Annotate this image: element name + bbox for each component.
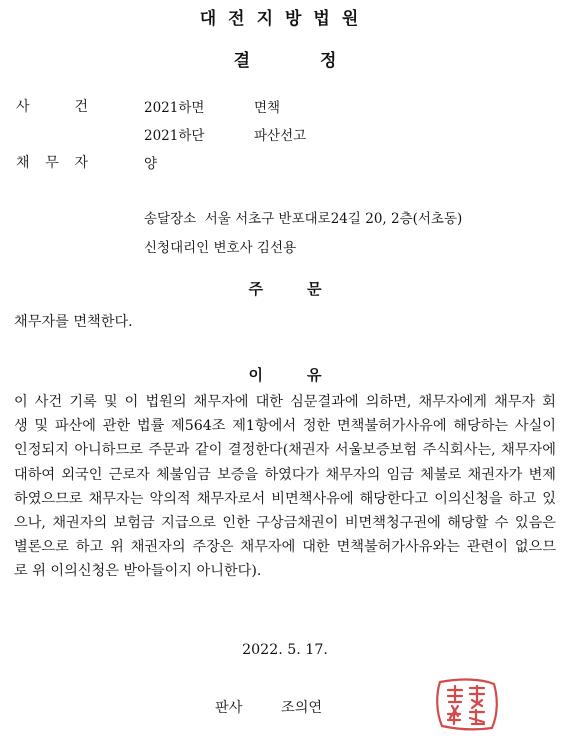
debtor-name: 양 bbox=[144, 156, 158, 172]
seal-strokes bbox=[437, 680, 497, 730]
judge-seal-icon bbox=[432, 676, 502, 732]
agent-label: 신청대리인 변호사 bbox=[144, 240, 253, 256]
reason-line: 인정되지 아니하므로 주문과 같이 결정한다(채권자 서울보증보험 주식회사는, 채무자에 bbox=[14, 442, 556, 459]
agent-name: 김선용 bbox=[256, 240, 297, 256]
reason-line: 별론으로 하고 위 채권자의 주장은 채무자에 대한 면책불허가사유와는 관련이 없으므 bbox=[14, 539, 556, 556]
case-type-1: 면책 bbox=[254, 100, 281, 116]
title-left: 결 bbox=[233, 51, 250, 71]
case-label: 사 건 bbox=[16, 99, 88, 115]
address-value: 서울 서초구 반포대로24길 20, 2층(서초동) bbox=[204, 211, 463, 227]
reasons-body bbox=[14, 390, 556, 584]
document-title bbox=[0, 46, 570, 71]
reason-line: 로 위 이의신청은 받아들이지 아니한다). bbox=[14, 563, 262, 580]
debtor-label: 채 무 자 bbox=[16, 155, 88, 171]
agent-line bbox=[144, 236, 296, 256]
judge-name: 조의연 bbox=[281, 700, 323, 716]
address-label: 송달장소 bbox=[144, 211, 197, 227]
reasons-heading: 이 유 bbox=[248, 366, 322, 384]
decision-date: 2022. 5. 17. bbox=[242, 642, 328, 658]
reason-line: 으나, 채권자의 보험금 지급으로 인한 구상금채권이 비면책청구권에 해당할 수 있음은 bbox=[14, 515, 556, 532]
judge-label: 판사 bbox=[215, 700, 243, 716]
case-number-1: 2021하면 bbox=[144, 100, 205, 116]
reason-line: 이 사건 기록 및 이 법원의 채무자에 대한 심문결과에 의하면, 채무자에게 채무자 회 bbox=[14, 394, 556, 410]
reason-line: 하였으므로 채무자는 악의적 채무자로서 비면책사유에 해당한다고 이의신청을 하고 있 bbox=[14, 490, 556, 507]
reason-line: 생 및 파산에 관한 법률 제564조 제1항에서 정한 면책불허가사유에 해당하는 사실이 bbox=[14, 418, 556, 435]
case-type-2: 파산선고 bbox=[254, 128, 307, 144]
order-text: 채무자를 면책한다. bbox=[14, 314, 133, 330]
case-number-2: 2021하단 bbox=[144, 128, 205, 144]
title-right: 정 bbox=[320, 51, 337, 71]
reason-line: 대하여 외국인 근로자 체불임금 보증을 하였다가 채무자의 임금 체불로 채권자가 변제 bbox=[14, 466, 556, 483]
order-heading: 주 문 bbox=[248, 280, 322, 298]
address-line bbox=[144, 207, 462, 227]
court-name: 대전지방법원 bbox=[199, 9, 371, 29]
